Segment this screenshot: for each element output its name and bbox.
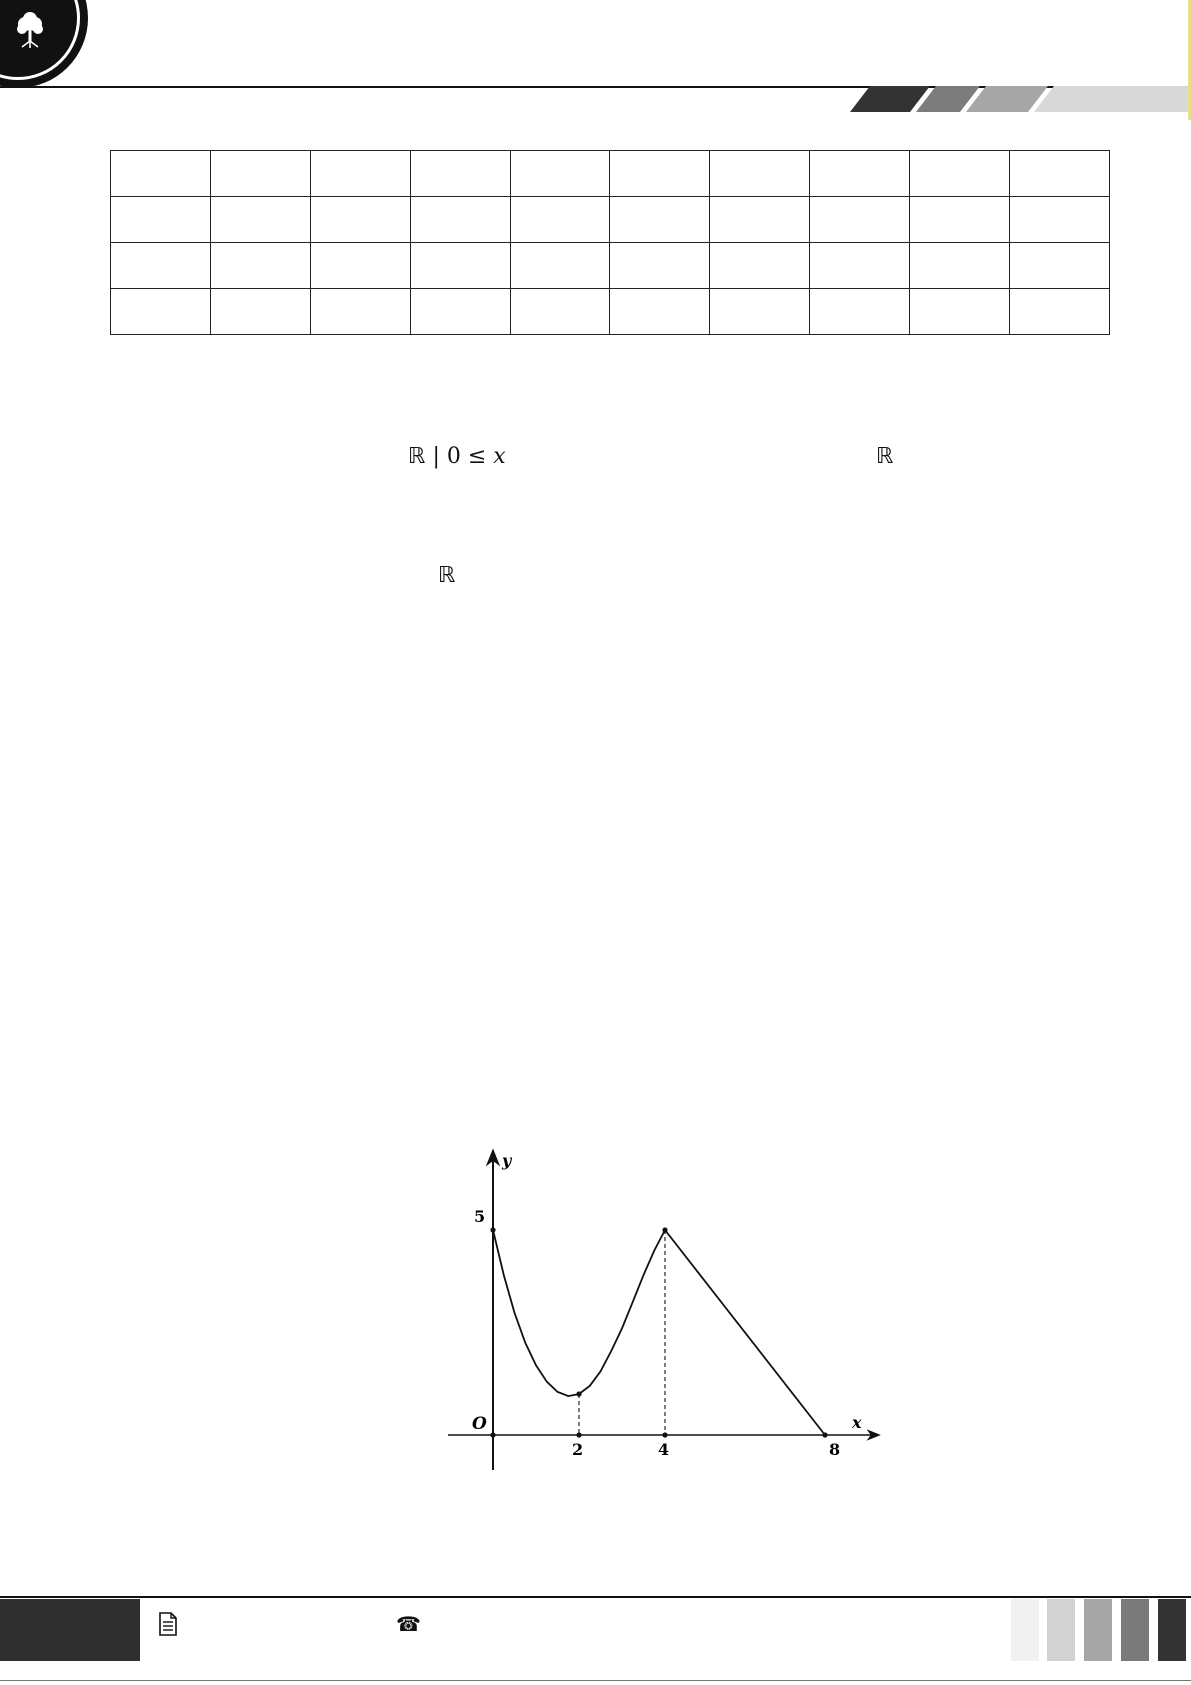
math-fragment-real-set: ℝ [876, 444, 894, 469]
table-cell [111, 151, 211, 197]
table-cell [810, 243, 910, 289]
zero: 0 [446, 444, 461, 469]
table-cell [1010, 289, 1110, 335]
footer-bar [1011, 1599, 1039, 1661]
table-cell [710, 289, 810, 335]
footer-bottom-rule [0, 1680, 1191, 1681]
footer-rule [0, 1596, 1191, 1598]
table-cell [810, 197, 910, 243]
footer-bar [1121, 1599, 1149, 1661]
x-tick-2: 2 [572, 1440, 584, 1459]
table-cell [910, 151, 1010, 197]
graph-point [576, 1391, 581, 1396]
graph-point [490, 1227, 495, 1232]
function-curve [493, 1230, 825, 1435]
table-cell [610, 151, 710, 197]
table-row [111, 151, 1110, 197]
table-cell [510, 197, 610, 243]
table-cell [510, 243, 610, 289]
graph-point [822, 1432, 827, 1437]
table-cell [410, 151, 510, 197]
table-cell [510, 289, 610, 335]
table-cell [710, 197, 810, 243]
x-tick-8: 8 [829, 1440, 841, 1459]
table-row [111, 243, 1110, 289]
table-cell [1010, 243, 1110, 289]
table-cell [910, 243, 1010, 289]
graph-point [576, 1432, 581, 1437]
table-row [111, 197, 1110, 243]
table-cell [710, 151, 810, 197]
math-fragment-real-set-2: ℝ [438, 563, 456, 588]
graph-point [490, 1432, 495, 1437]
table-cell [111, 243, 211, 289]
phone-icon: ☎ [396, 1612, 421, 1636]
table-cell [310, 243, 410, 289]
table-cell [410, 243, 510, 289]
table-cell [610, 197, 710, 243]
table-cell [210, 151, 310, 197]
footer-bar [1084, 1599, 1112, 1661]
document-icon [158, 1612, 178, 1636]
graph-point [662, 1227, 667, 1232]
real-numbers-symbol: ℝ [408, 444, 426, 469]
set-bar: | [432, 444, 440, 469]
y-axis-label: y [502, 1151, 512, 1170]
table-cell [210, 197, 310, 243]
table-cell [410, 197, 510, 243]
math-fragment-set-condition [408, 444, 506, 469]
answer-table [110, 150, 1110, 335]
le-sign: ≤ [467, 444, 487, 469]
footer-block [0, 1599, 140, 1661]
table-cell [310, 151, 410, 197]
table-cell [1010, 197, 1110, 243]
graph-point [662, 1432, 667, 1437]
table-cell [410, 289, 510, 335]
table-cell [610, 289, 710, 335]
table-cell [210, 243, 310, 289]
table-cell [910, 289, 1010, 335]
table-cell [610, 243, 710, 289]
origin-label: O [472, 1414, 487, 1434]
table-cell [310, 197, 410, 243]
tree-icon [8, 8, 52, 52]
table-row [111, 289, 1110, 335]
table-cell [1010, 151, 1110, 197]
y-tick-5: 5 [474, 1207, 486, 1226]
table-cell [510, 151, 610, 197]
table-cell [210, 289, 310, 335]
x-tick-4: 4 [658, 1440, 670, 1459]
table-cell [710, 243, 810, 289]
function-graph [440, 1140, 900, 1480]
x-axis-label: x [852, 1413, 862, 1432]
table-cell [910, 197, 1010, 243]
table-cell [310, 289, 410, 335]
variable-x: x [493, 444, 506, 469]
table-cell [111, 197, 211, 243]
table-cell [810, 289, 910, 335]
table-cell [111, 289, 211, 335]
header-stripes [850, 86, 1191, 112]
footer-bar [1047, 1599, 1075, 1661]
footer-bar [1158, 1599, 1186, 1661]
table-cell [810, 151, 910, 197]
